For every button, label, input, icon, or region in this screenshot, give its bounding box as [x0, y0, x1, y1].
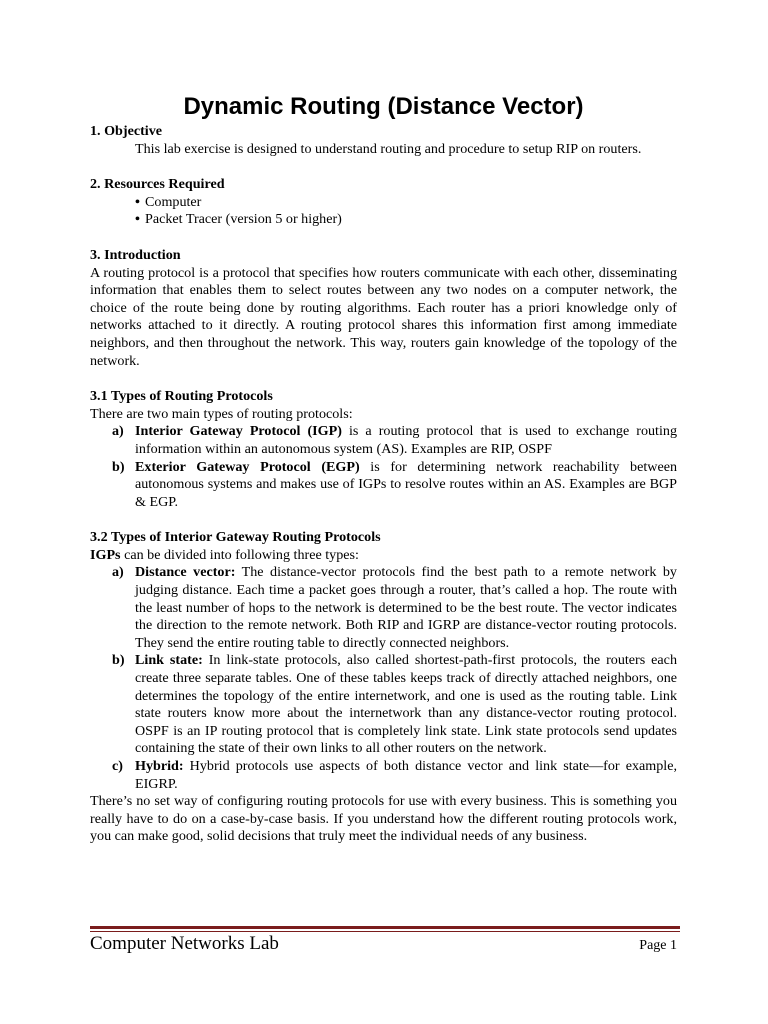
- resources-heading: 2. Resources Required: [90, 176, 225, 193]
- igp-types-heading: 3.2 Types of Interior Gateway Routing Protocols: [90, 529, 381, 546]
- list-marker: a): [112, 564, 124, 581]
- list-item: [90, 758, 677, 793]
- list-item: [90, 423, 677, 458]
- resource-item: • Packet Tracer (version 5 or higher): [135, 211, 677, 229]
- types-list: [90, 423, 677, 511]
- igp-types-list: [90, 564, 677, 793]
- list-term: Interior Gateway Protocol (IGP): [135, 423, 342, 440]
- list-item: [90, 652, 677, 758]
- igp-lead-text: can be divided into following three types:: [120, 546, 359, 563]
- resources-list: [90, 194, 677, 229]
- resource-item: • Computer: [135, 194, 677, 212]
- objective-text: This lab exercise is designed to understand routing and procedure to setup RIP on routers.: [135, 140, 642, 157]
- footer-rule-thick: [90, 926, 680, 929]
- list-text: In link-state protocols, also called shortest-path-first protocols, the routers each create three separate tables. One of these tables keeps track of directly attached neighbors, one determines the topology of the entire internetwork, and one is used as the routing table. Link state routers know more about the internetwork than any distance-vector routing protocol. OSPF is an IP routing protocol that is completely link state. Link state protocols send updates containing the state of their own links to all other routers on the network.: [135, 652, 677, 757]
- types-lead: There are two main types of routing protocols:: [90, 405, 353, 422]
- list-text: Hybrid protocols use aspects of both distance vector and link state—for example, EIGRP.: [135, 758, 677, 792]
- footer-course-name: Computer Networks Lab: [90, 933, 279, 954]
- closing-paragraph: There’s no set way of configuring routing protocols for use with every business. This is something you really have to do on a case-by-case basis. If you understand how the different routing protocols work, you can make good, solid decisions that truly meet the individual needs of any business.: [90, 793, 677, 845]
- list-text: The distance-vector protocols find the best path to a remote network by judging distance. Each time a packet goes through a router, that’s called a hop. The route with the least number of hops to the network is determined to be the best route. The vector indicates the direction to the remote network. Both RIP and IGRP are distance-vector routing protocols. They send the entire routing table to directly connected neighbors.: [135, 564, 677, 651]
- list-item: [90, 459, 677, 512]
- list-term: Hybrid:: [135, 758, 184, 774]
- page-title: Dynamic Routing (Distance Vector): [183, 93, 584, 120]
- introduction-text: A routing protocol is a protocol that specifies how routers communicate with each other, disseminating information that enables them to select routes between any two nodes on a computer network, the choice of the route being done by routing algorithms. Each router has a priori knowledge only of networks attached to it directly. A routing protocol shares this information first among immediate neighbors, and then throughout the network. This way, routers gain knowledge of the topology of the network.: [90, 264, 677, 369]
- list-text: is a routing protocol that is used to exchange routing information within an autonomous system (AS). Examples are RIP, OSPF: [135, 423, 677, 457]
- introduction-heading: 3. Introduction: [90, 246, 181, 263]
- footer-page-number: Page 1: [639, 938, 677, 953]
- list-marker: b): [112, 458, 125, 475]
- list-text: is for determining network reachability between autonomous systems and makes use of IGPs to resolve routes within an AS. Examples are BGP & EGP.: [135, 458, 678, 510]
- page-content: [90, 92, 677, 846]
- list-term: Distance vector:: [135, 564, 236, 581]
- igp-lead-bold: IGPs: [90, 546, 121, 563]
- types-heading: 3.1 Types of Routing Protocols: [90, 388, 273, 405]
- list-marker: c): [112, 758, 123, 774]
- igp-types-lead: [90, 547, 677, 565]
- list-marker: a): [112, 423, 124, 440]
- list-marker: b): [112, 652, 125, 669]
- list-term: Link state:: [135, 652, 203, 669]
- objective-heading: 1. Objective: [90, 123, 163, 139]
- list-item: [90, 564, 677, 652]
- list-term: Exterior Gateway Protocol (EGP): [135, 458, 360, 475]
